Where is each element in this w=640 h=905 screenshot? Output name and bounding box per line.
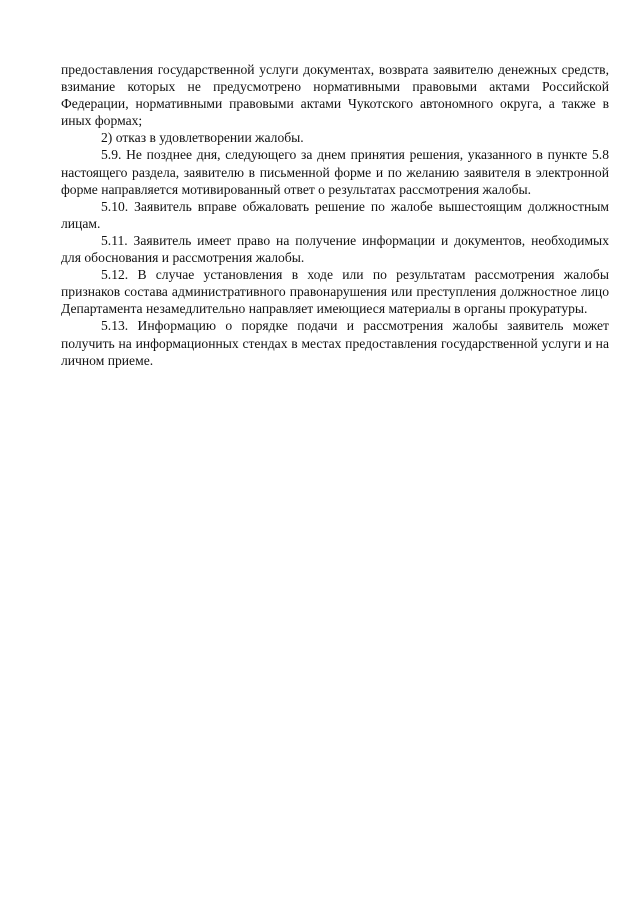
paragraph-5-9: 5.9. Не позднее дня, следующего за днем принятия решения, указанного в пункте 5.8 настоящего раздела, заявителю в письменной форме и по желанию заявителя в электронной форме направляется мотивированный ответ о результатах рассмотрения жалобы. — [61, 147, 609, 197]
paragraph-5-11: 5.11. Заявитель имеет право на получение информации и документов, необходимых для обоснования и рассмотрения жалобы. — [61, 232, 609, 266]
paragraph-continuation: предоставления государственной услуги документах, возврата заявителю денежных средств, взимание которых не предусмотрено нормативными правовыми актами Российской Федерации, нормативными правовыми актами Чукотского автономного округа, а также в иных формах; — [61, 62, 609, 129]
paragraph-5-10: 5.10. Заявитель вправе обжаловать решение по жалобе вышестоящим должностным лицам. — [61, 198, 609, 231]
paragraph-5-12: 5.12. В случае установления в ходе или по результатам рассмотрения жалобы признаков состава административного правонарушения или преступления должностное лицо Департамента незамедлительно направляет имеющиеся материалы в органы прокуратуры. — [61, 267, 609, 317]
paragraph-5-13: 5.13. Информацию о порядке подачи и рассмотрения жалобы заявитель может получить на информационных стендах в местах предоставления государственной услуги и на личном приеме. — [61, 318, 609, 368]
paragraph-refusal: 2) отказ в удовлетворении жалобы. — [101, 130, 304, 146]
document-body — [61, 61, 609, 369]
